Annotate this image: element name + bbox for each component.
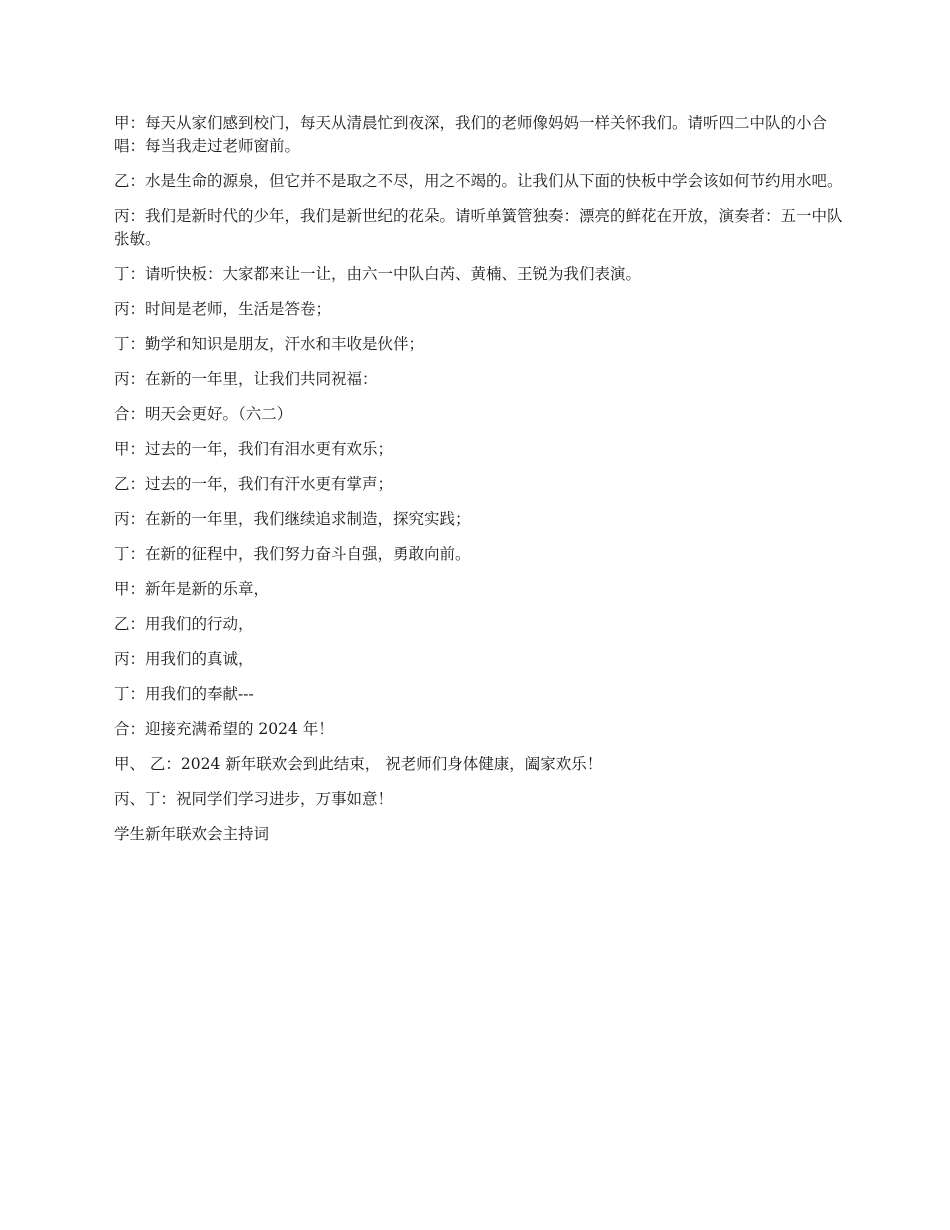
paragraph: 合：明天会更好。（六二） [114, 405, 293, 423]
paragraph: 乙：水是生命的源泉，但它并不是取之不尽，用之不竭的。让我们从下面的快板中学会该如何节约用水吧。 [114, 172, 843, 190]
paragraph: 丙：在新的一年里，让我们共同祝福： [114, 370, 378, 388]
paragraph: 丁：在新的征程中，我们努力奋斗自强，勇敢向前。 [114, 545, 471, 563]
paragraph: 丙：时间是老师，生活是答卷； [114, 300, 332, 318]
paragraph: 丁：勤学和知识是朋友，汗水和丰收是伙伴； [114, 335, 425, 353]
paragraph: 丙：我们是新时代的少年，我们是新世纪的花朵。请听单簧管独奏：漂亮的鲜花在开放，演奏者：五一中队张敏。 [114, 207, 843, 248]
paragraph: 合：迎接充满希望的 2024 年！ [114, 720, 334, 738]
paragraph: 乙：过去的一年，我们有汗水更有掌声； [114, 475, 394, 493]
paragraph: 丙：用我们的真诚， [114, 650, 254, 668]
paragraph: 丁：用我们的奉献--- [114, 685, 254, 703]
paragraph: 丙、丁：祝同学们学习进步，万事如意！ [114, 790, 394, 808]
paragraph: 乙：用我们的行动， [114, 615, 254, 633]
paragraph: 甲：过去的一年，我们有泪水更有欢乐； [114, 440, 394, 458]
paragraph: 甲：每天从家们感到校门，每天从清晨忙到夜深，我们的老师像妈妈一样关怀我们。请听四二中队的小合唱：每当我走过老师窗前。 [114, 114, 828, 155]
paragraph: 甲、 乙：2024 新年联欢会到此结束， 祝老师们身体健康，阖家欢乐！ [114, 755, 603, 773]
paragraph: 丁：请听快板：大家都来让一让，由六一中队白芮、黄楠、王锐为我们表演。 [114, 265, 642, 283]
paragraph: 丙：在新的一年里，我们继续追求制造，探究实践； [114, 510, 471, 528]
paragraph: 甲：新年是新的乐章， [114, 580, 270, 598]
document-body [114, 112, 844, 858]
paragraph: 学生新年联欢会主持词 [114, 825, 270, 843]
